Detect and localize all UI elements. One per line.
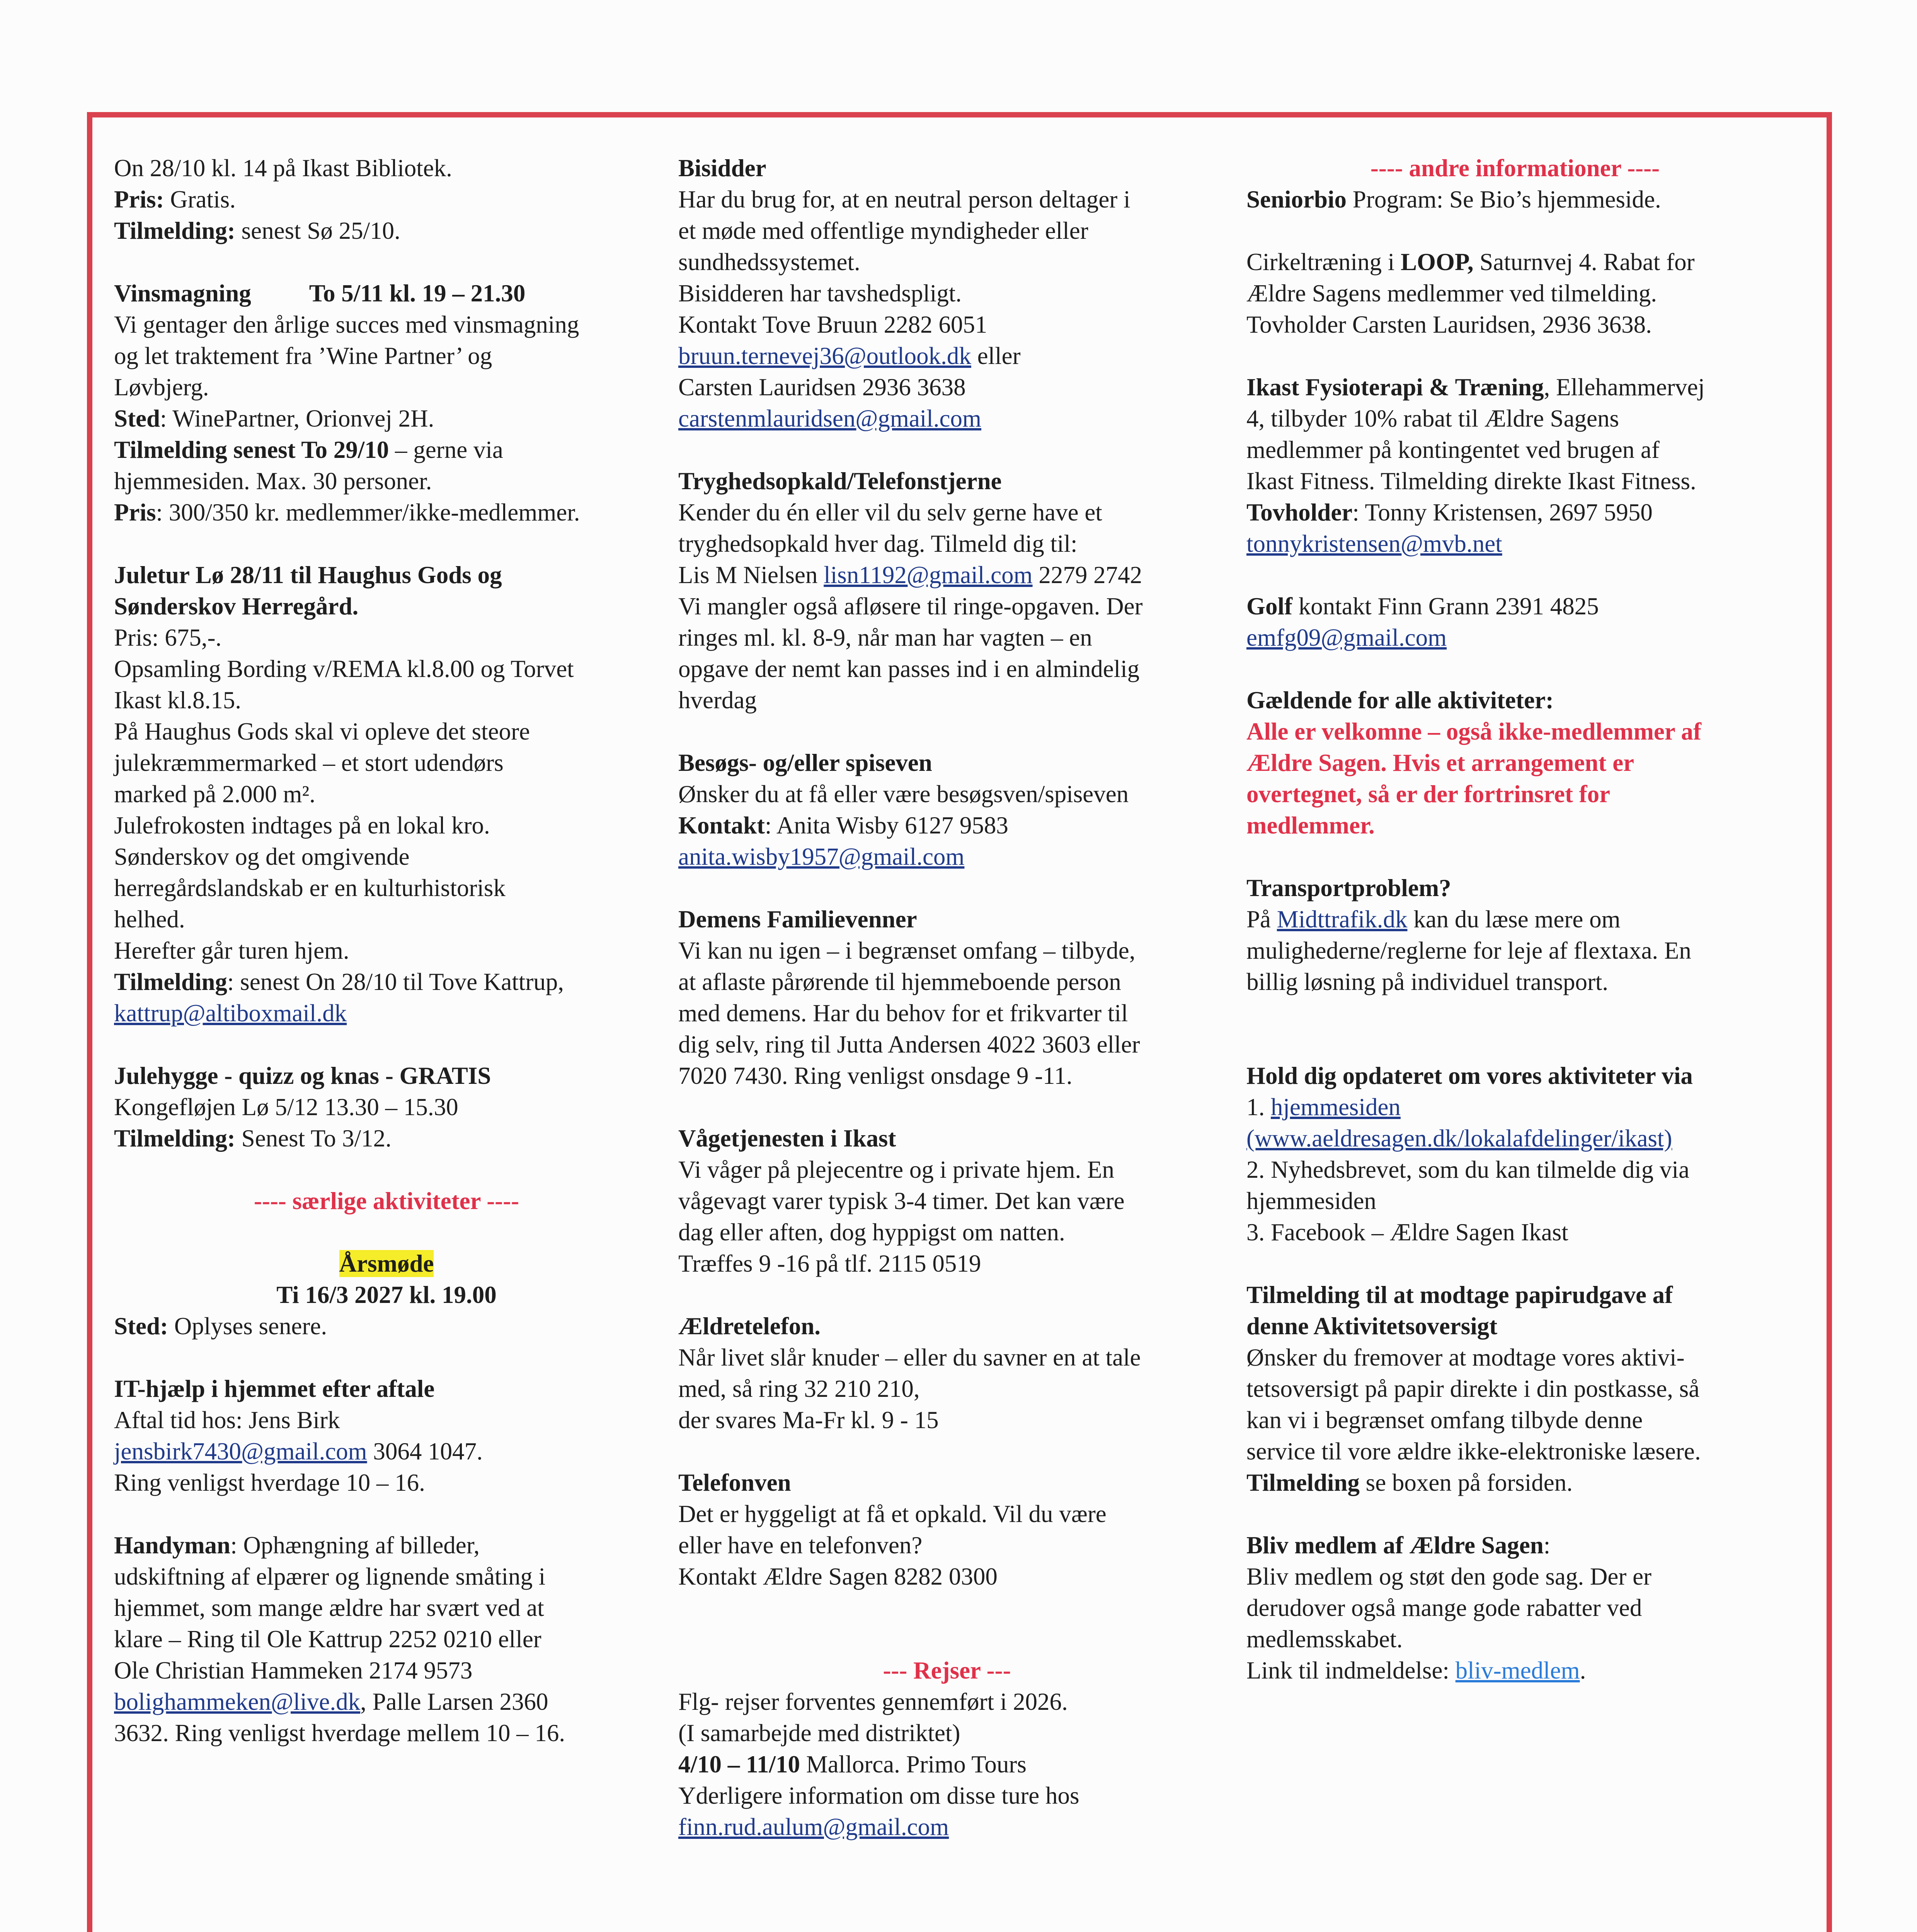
dementia-text: Vi kan nu igen – i begrænset omfang – tilbyde, [678, 937, 1136, 964]
wine-price: Pris: 300/350 kr. medlemmer/ikke-medlemmer. [114, 499, 580, 526]
membership-link-line: Link til indmeldelse: bliv-medlem. [1246, 1657, 1586, 1684]
visit-heading: Besøgs- og/eller spiseven [678, 749, 932, 776]
it-help-heading: IT-hjælp i hjemmet efter aftale [114, 1375, 435, 1402]
tryg-heading: Tryghedsopkald/Telefonstjerne [678, 468, 1002, 495]
transport-text: På Midttrafik.dk kan du læse mere om [1246, 906, 1621, 933]
xmas-text: Sønderskov og det omgivende [114, 843, 410, 870]
fysio-holder: Tovholder: Tonny Kristensen, 2697 5950 [1246, 499, 1653, 526]
dementia-heading: Demens Familievenner [678, 906, 917, 933]
watch-text: vågevagt varer typisk 3-4 timer. Det kan være [678, 1187, 1125, 1214]
annual-meeting-date: Ti 16/3 2027 kl. 19.00 [276, 1281, 497, 1308]
handyman-text: 3632. Ring venligst hverdage mellem 10 – 16. [114, 1719, 565, 1747]
handyman-contact: bolighammeken@live.dk, Palle Larsen 2360 [114, 1688, 548, 1715]
travel-text: (I samarbejde med distriktet) [678, 1719, 960, 1747]
wine-text: Løvbjerg. [114, 374, 209, 401]
tryg-contact: Lis M Nielsen lisn1192@gmail.com 2279 2742 [678, 561, 1142, 588]
golf-text: Golf kontakt Finn Grann 2391 4825 [1246, 593, 1599, 620]
paper-heading: denne Aktivitetsoversigt [1246, 1313, 1498, 1340]
bisidder-text: Carsten Lauridsen 2936 3638 [678, 374, 966, 401]
join-link[interactable]: bliv-medlem [1455, 1657, 1580, 1684]
website-url-link[interactable]: (www.aeldresagen.dk/lokalafdelinger/ikast) [1246, 1125, 1672, 1152]
annual-place: Sted: Oplyses senere. [114, 1313, 327, 1340]
library-event-text: On 28/10 kl. 14 på Ikast Bibliotek. [114, 155, 452, 182]
email-link[interactable]: lisn1192@gmail.com [824, 561, 1033, 588]
phone-friend-text: Det er hyggeligt at få et opkald. Vil du være [678, 1500, 1107, 1527]
annual-meeting-title: Årsmøde [339, 1250, 434, 1277]
updates-item: hjemmesiden [1246, 1187, 1376, 1214]
paper-text: tetsoversigt på papir direkte i din postkasse, så [1246, 1375, 1700, 1402]
tryg-text: Kender du én eller vil du selv gerne have et [678, 499, 1102, 526]
wine-heading: Vinsmagning To 5/11 kl. 19 – 21.30 [114, 280, 526, 307]
dementia-text: dig selv, ring til Jutta Andersen 4022 3603 eller [678, 1031, 1140, 1058]
column-middle [678, 153, 1216, 1843]
xmas-text: Pris: 675,-. [114, 624, 222, 651]
bisidder-heading: Bisidder [678, 155, 766, 182]
it-help-text: Aftal tid hos: Jens Birk [114, 1406, 340, 1434]
xmas-text: Ikast kl.8.15. [114, 687, 241, 714]
xmas-text: På Haughus Gods skal vi opleve det steore [114, 718, 530, 745]
bisidder-text: Kontakt Tove Bruun 2282 6051 [678, 311, 987, 338]
library-price: Pris: Gratis. [114, 186, 236, 213]
handyman-text: Ole Christian Hammeken 2174 9573 [114, 1657, 473, 1684]
tryg-text: opgave der nemt kan passes ind i en almindelig [678, 655, 1140, 682]
it-help-contact: jensbirk7430@gmail.com 3064 1047. [114, 1438, 483, 1465]
all-activities-text: medlemmer. [1246, 812, 1375, 839]
all-activities-text: Ældre Sagen. Hvis et arrangement er [1246, 749, 1634, 776]
paper-text: Ønsker du fremover at modtage vores aktivi- [1246, 1344, 1685, 1371]
updates-item: 3. Facebook – Ældre Sagen Ikast [1246, 1219, 1568, 1246]
hygge-heading: Julehygge - quizz og knas - GRATIS [114, 1062, 491, 1089]
elder-phone-text: Når livet slår knuder – eller du savner en at tale [678, 1344, 1141, 1371]
tryg-text: ringes ml. kl. 8-9, når man har vagten – en [678, 624, 1092, 651]
phone-friend-text: Kontakt Ældre Sagen 8282 0300 [678, 1563, 998, 1590]
watch-text: Træffes 9 -16 på tlf. 2115 0519 [678, 1250, 981, 1277]
tryg-text: hverdag [678, 687, 757, 714]
xmas-text: marked på 2.000 m². [114, 781, 316, 808]
xmas-text: Julefrokosten indtages på en lokal kro. [114, 812, 490, 839]
email-link[interactable]: anita.wisby1957@gmail.com [678, 843, 965, 870]
paper-text: service til vore ældre ikke-elektroniske læsere. [1246, 1438, 1701, 1465]
handyman-text: klare – Ring til Ole Kattrup 2252 0210 eller [114, 1626, 541, 1653]
email-link[interactable]: jensbirk7430@gmail.com [114, 1438, 367, 1465]
all-activities-heading: Gældende for alle aktiviteter: [1246, 687, 1554, 714]
email-link[interactable]: emfg09@gmail.com [1246, 624, 1447, 651]
wine-place: Sted: WinePartner, Orionvej 2H. [114, 405, 434, 432]
xmas-text: herregårdslandskab er en kulturhistorisk [114, 874, 506, 901]
membership-text: derudover også mange gode rabatter ved [1246, 1594, 1642, 1621]
column-left [114, 153, 659, 1749]
fysio-heading: Ikast Fysioterapi & Træning, Ellehammervej [1246, 374, 1705, 401]
watch-heading: Vågetjenesten i Ikast [678, 1125, 896, 1152]
updates-item: 1. hjemmesiden [1246, 1094, 1401, 1121]
xmas-text: Opsamling Bording v/REMA kl.8.00 og Torvet [114, 655, 574, 682]
email-link[interactable]: tonnykristensen@mvb.net [1246, 530, 1502, 557]
visit-contact: Kontakt: Anita Wisby 6127 9583 [678, 812, 1008, 839]
paper-signup: Tilmelding se boxen på forsiden. [1246, 1469, 1573, 1496]
email-link[interactable]: bruun.ternevej36@outlook.dk [678, 342, 971, 369]
phone-friend-heading: Telefonven [678, 1469, 791, 1496]
website-link[interactable]: hjemmesiden [1271, 1094, 1401, 1121]
elder-phone-heading: Ældretelefon. [678, 1313, 821, 1340]
fysio-text: Ikast Fitness. Tilmelding direkte Ikast Fitness. [1246, 468, 1696, 495]
tryg-text: tryghedsopkald hver dag. Tilmeld dig til: [678, 530, 1078, 557]
wine-signup: Tilmelding senest To 29/10 – gerne via [114, 436, 503, 463]
xmas-text: helhed. [114, 906, 185, 933]
travel-text: Flg- rejser forventes gennemført i 2026. [678, 1688, 1068, 1715]
membership-text: medlemsskabet. [1246, 1626, 1403, 1653]
hygge-text: Kongefløjen Lø 5/12 13.30 – 15.30 [114, 1094, 458, 1121]
bisidder-contact: bruun.ternevej36@outlook.dk eller [678, 342, 1021, 369]
xmas-text: Herefter går turen hjem. [114, 937, 349, 964]
library-signup: Tilmelding: senest Sø 25/10. [114, 217, 400, 244]
visit-text: Ønsker du at få eller være besøgsven/spiseven [678, 781, 1129, 808]
it-help-text: Ring venligst hverdage 10 – 16. [114, 1469, 425, 1496]
travel-trip: 4/10 – 11/10 Mallorca. Primo Tours [678, 1751, 1027, 1778]
email-link[interactable]: carstenmlauridsen@gmail.com [678, 405, 982, 432]
transport-heading: Transportproblem? [1246, 874, 1451, 901]
all-activities-text: Alle er velkomne – også ikke-medlemmer af [1246, 718, 1701, 745]
column-right [1246, 153, 1784, 1686]
all-activities-text: overtegnet, så er der fortrinsret for [1246, 781, 1611, 808]
transport-text: billig løsning på individuel transport. [1246, 968, 1609, 995]
fysio-text: 4, tilbyder 10% rabat til Ældre Sagens [1246, 405, 1619, 432]
seniorbio-text: Seniorbio Program: Se Bio’s hjemmeside. [1246, 186, 1661, 213]
loop-text: Cirkeltræning i LOOP, Saturnvej 4. Rabat for [1246, 248, 1695, 276]
loop-text: Ældre Sagens medlemmer ved tilmelding. [1246, 280, 1657, 307]
dementia-text: 7020 7430. Ring venligst onsdage 9 -11. [678, 1062, 1073, 1089]
membership-heading: Bliv medlem af Ældre Sagen: [1246, 1532, 1551, 1559]
handyman-text: udskiftning af elpærer og lignende småting i [114, 1563, 546, 1590]
hygge-signup: Tilmelding: Senest To 3/12. [114, 1125, 392, 1152]
elder-phone-text: der svares Ma-Fr kl. 9 - 15 [678, 1406, 939, 1434]
wine-text: hjemmesiden. Max. 30 personer. [114, 468, 432, 495]
bisidder-text: sundhedssystemet. [678, 248, 860, 276]
section-heading-special: ---- særlige aktiviteter ---- [254, 1187, 519, 1214]
loop-text: Tovholder Carsten Lauridsen, 2936 3638. [1246, 311, 1652, 338]
phone-friend-text: eller have en telefonven? [678, 1532, 923, 1559]
email-link[interactable]: bolighammeken@live.dk [114, 1688, 361, 1715]
watch-text: Vi våger på plejecentre og i private hjem. En [678, 1156, 1115, 1183]
xmas-text: julekræmmermarked – et stort udendørs [114, 749, 504, 776]
bisidder-text: Har du brug for, at en neutral person deltager i [678, 186, 1130, 213]
section-heading-other: ---- andre informationer ---- [1370, 155, 1660, 182]
xmas-heading: Sønderskov Herregård. [114, 593, 359, 620]
tryg-text: Vi mangler også afløsere til ringe-opgaven. Der [678, 593, 1143, 620]
dementia-text: at aflaste pårørende til hjemmeboende person [678, 968, 1121, 995]
bisidder-text: Bisidderen har tavshedspligt. [678, 280, 962, 307]
updates-heading: Hold dig opdateret om vores aktiviteter via [1246, 1062, 1693, 1089]
bisidder-text: et møde med offentlige myndigheder eller [678, 217, 1088, 244]
email-link[interactable]: finn.rud.aulum@gmail.com [678, 1813, 949, 1840]
dementia-text: med demens. Har du behov for et frikvarter til [678, 1000, 1128, 1027]
paper-text: kan vi i begrænset omfang tilbyde denne [1246, 1406, 1643, 1434]
updates-item: 2. Nyhedsbrevet, som du kan tilmelde dig via [1246, 1156, 1690, 1183]
transport-text: mulighederne/reglerne for leje af flextaxa. En [1246, 937, 1691, 964]
watch-text: dag eller aften, dog hyppigst om natten. [678, 1219, 1065, 1246]
fysio-text: medlemmer på kontingentet ved brugen af [1246, 436, 1660, 463]
membership-text: Bliv medlem og støt den gode sag. Der er [1246, 1563, 1652, 1590]
paper-heading: Tilmelding til at modtage papirudgave af [1246, 1281, 1673, 1308]
wine-text: og let traktement fra ’Wine Partner’ og [114, 342, 492, 369]
handyman-text: hjemmet, som mange ældre har svært ved at [114, 1594, 544, 1621]
handyman-heading: Handyman: Ophængning af billeder, [114, 1532, 480, 1559]
elder-phone-text: med, så ring 32 210 210, [678, 1375, 920, 1402]
travel-text: Yderligere information om disse ture hos [678, 1782, 1079, 1809]
wine-text: Vi gentager den årlige succes med vinsmagning [114, 311, 579, 338]
email-link[interactable]: kattrup@altiboxmail.dk [114, 1000, 347, 1027]
xmas-signup: Tilmelding: senest On 28/10 til Tove Kattrup, [114, 968, 564, 995]
midttrafik-link[interactable]: Midttrafik.dk [1277, 906, 1408, 933]
section-heading-travel: --- Rejser --- [883, 1657, 1011, 1684]
xmas-heading: Juletur Lø 28/11 til Haughus Gods og [114, 561, 502, 588]
